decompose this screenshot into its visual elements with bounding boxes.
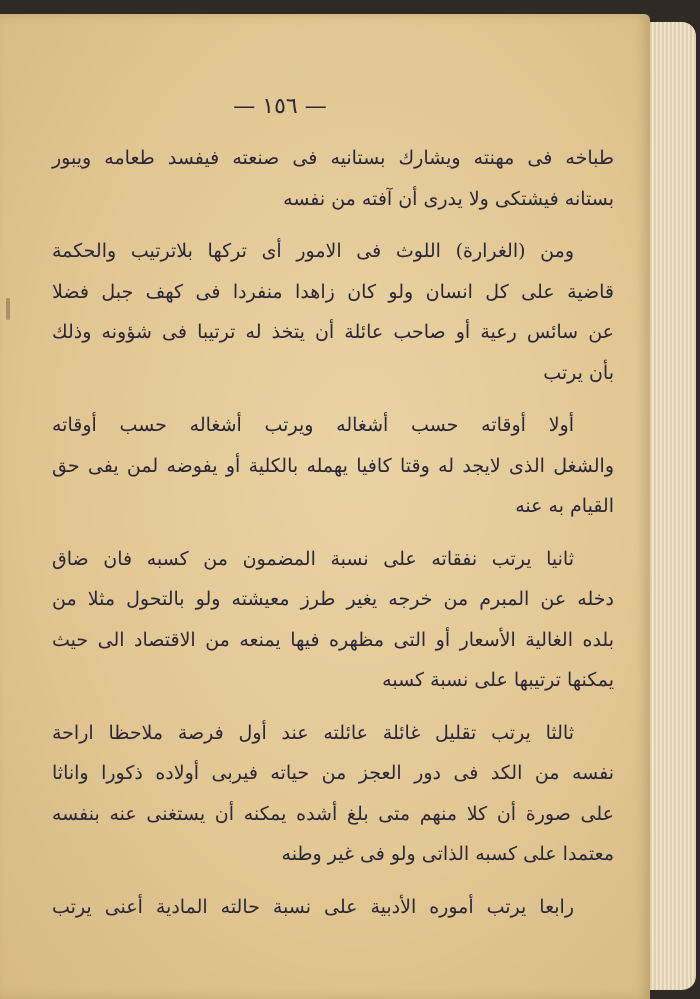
text-line: والشغل الذى لايجد له وقتا كافيا يهمله بالكلية أو يفوضه لمن يفى حق xyxy=(52,454,614,477)
text-line: عن سائس رعية أو صاحب عائلة أن يتخذ له ترتيبا فى شؤونه وذلك xyxy=(52,321,614,343)
paragraph-start-line: ثالثا يرتب تقليل غائلة عائلته عند أول فرصة ملاحظا اراحة xyxy=(52,721,574,744)
paragraph-start-line: ثانيا يرتب نفقاته على نسبة المضمون من كسبه فان ضاق xyxy=(52,547,574,570)
text-line: بستانه فيشتكى ولا يدرى أن آفته من نفسه xyxy=(283,187,614,210)
text-line: نفسه من الكد فى دور العجز من حياته فيربى أولاده ذكورا واناثا xyxy=(52,762,614,784)
body-text xyxy=(52,138,614,927)
page-number: — ١٥٦ — xyxy=(233,94,327,119)
ink-mark xyxy=(6,298,10,320)
text-line: دخله عن المبرم من خرجه يغير طرز معيشته ولو بالتحول مثلا من xyxy=(52,588,614,610)
text-line: قاضية على كل انسان ولو كان زاهدا منفردا فى كهف جبل فضلا xyxy=(52,280,614,303)
paragraph-start-line: رابعا يرتب أموره الأدبية على نسبة حالته المادية أعنى يرتب xyxy=(52,895,574,918)
paragraph-start-line: ومن (الغرارة) اللوث فى الامور أى تركها بلاترتيب والحكمة xyxy=(52,240,574,262)
paragraph-start-line: أولا أوقاته حسب أشغاله ويرتب أشغاله حسب أوقاته xyxy=(52,414,574,436)
text-line: يمكنها ترتيبها على نسبة كسبه xyxy=(382,669,614,691)
text-line: طباخه فى مهنته ويشارك بستانيه فى صنعته فيفسد طعامه ويبور xyxy=(52,147,614,169)
text-line: بلده الغالية الأسعار أو التى مظهره فيها يمنعه من الاقتصاد الى حيث xyxy=(52,628,614,651)
text-line: القيام به عنه xyxy=(515,495,614,517)
text-line: على صورة أن كلا منهم متى بلغ أشده يمكنه أن يستغنى عنه بنفسه xyxy=(52,802,614,825)
text-line: بأن يرتب xyxy=(543,361,614,384)
text-line: معتمدا على كسبه الذاتى ولو فى غير وطنه xyxy=(281,843,614,865)
